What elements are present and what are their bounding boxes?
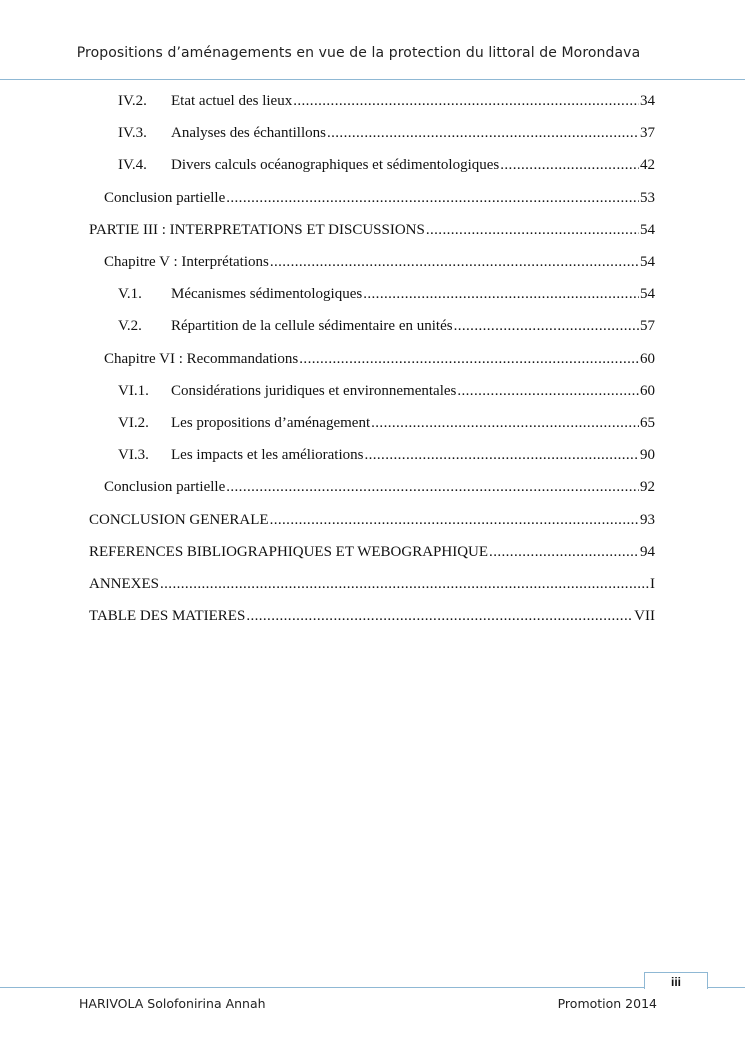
toc-dot-leader (500, 157, 639, 174)
toc-entry-number: V.1. (118, 286, 142, 303)
toc-entry-page: I (650, 576, 655, 592)
toc-entry[interactable] (118, 447, 655, 467)
toc-entry-page: 60 (640, 350, 655, 367)
toc-dot-leader (327, 125, 639, 142)
footer-divider (0, 987, 745, 988)
toc-entry-number: V.2. (118, 318, 142, 335)
toc-entry-title: Divers calculs océanographiques et sédimentologiques (171, 157, 500, 174)
toc-entry-page: 93 (640, 511, 655, 528)
toc-dot-leader (426, 222, 639, 239)
toc-entry[interactable] (104, 479, 655, 499)
toc-entry-page: 65 (640, 415, 655, 431)
toc-entry-page: 90 (640, 447, 655, 464)
toc-entry-title: Etat actuel des lieux (171, 93, 293, 109)
toc-entry-page: 92 (640, 479, 655, 496)
toc-entry[interactable] (104, 254, 655, 274)
footer-author: HARIVOLA Solofonirina Annah (79, 996, 266, 1011)
running-header-title: Propositions d’aménagements en vue de la protection du littoral de Morondava (76, 45, 641, 61)
toc-entry[interactable] (118, 125, 655, 145)
toc-dot-leader (299, 351, 639, 368)
toc-entry-page: 57 (640, 318, 655, 335)
toc-entry-title: Considérations juridiques et environnementales (171, 382, 457, 399)
toc-entry-title: CONCLUSION GENERALE (89, 511, 269, 528)
toc-entry-title: Les propositions d’aménagement (171, 415, 371, 431)
toc-entry[interactable] (118, 415, 655, 435)
toc-entry-title: ANNEXES (89, 576, 159, 592)
footer-promotion: Promotion 2014 (557, 996, 657, 1011)
page-number: iii (644, 972, 708, 989)
toc-entry-number: VI.2. (118, 415, 149, 431)
toc-dot-leader (364, 447, 639, 464)
toc-dot-leader (226, 479, 639, 496)
toc-dot-leader (371, 415, 639, 432)
toc-dot-leader (270, 512, 639, 529)
toc-entry-page: 54 (640, 254, 655, 270)
toc-entry-page: 54 (640, 221, 655, 238)
header-divider (0, 79, 745, 80)
toc-entry-title: Conclusion partielle (104, 479, 226, 496)
toc-dot-leader (363, 286, 639, 303)
toc-entry[interactable] (89, 512, 655, 532)
toc-entry-title: Les impacts et les améliorations (171, 447, 364, 464)
toc-dot-leader (160, 576, 649, 593)
toc-entry-number: VI.3. (118, 447, 149, 464)
toc-entry-page: 53 (640, 189, 655, 206)
toc-entry[interactable] (89, 222, 655, 242)
toc-entry[interactable] (118, 157, 655, 177)
toc-entry-number: IV.2. (118, 93, 147, 109)
toc-entry-title: Mécanismes sédimentologiques (171, 286, 363, 303)
toc-entry-number: VI.1. (118, 382, 149, 399)
toc-entry[interactable] (118, 318, 655, 338)
toc-dot-leader (489, 544, 639, 561)
toc-entry-page: VII (634, 608, 655, 625)
toc-entry-title: Chapitre VI : Recommandations (104, 350, 299, 367)
toc-entry-title: TABLE DES MATIERES (89, 608, 246, 625)
toc-entry-number: IV.3. (118, 125, 147, 142)
toc-dot-leader (226, 190, 639, 207)
toc-entry-page: 42 (640, 157, 655, 174)
toc-entry[interactable] (104, 351, 655, 371)
toc-dot-leader (270, 254, 639, 271)
toc-dot-leader (246, 608, 633, 625)
toc-entry[interactable] (89, 544, 655, 564)
toc-entry-title: PARTIE III : INTERPRETATIONS ET DISCUSSIONS (89, 221, 425, 238)
toc-dot-leader (457, 383, 639, 400)
toc-entry[interactable] (118, 286, 655, 306)
toc-entry-number: IV.4. (118, 157, 147, 174)
toc-entry-page: 34 (640, 93, 655, 109)
toc-entry[interactable] (118, 383, 655, 403)
toc-entry[interactable] (118, 93, 655, 113)
toc-entry[interactable] (89, 608, 655, 628)
toc-entry-title: Conclusion partielle (104, 189, 226, 206)
toc-entry-page: 60 (640, 382, 655, 399)
toc-entry-title: Chapitre V : Interprétations (104, 254, 269, 270)
toc-dot-leader (293, 93, 639, 110)
toc-entry-title: REFERENCES BIBLIOGRAPHIQUES ET WEBOGRAPHIQUE (89, 543, 489, 560)
toc-entry-page: 37 (640, 125, 655, 142)
toc-entry-title: Répartition de la cellule sédimentaire en unités (171, 318, 453, 335)
toc-entry[interactable] (89, 576, 655, 596)
toc-entry-page: 54 (640, 286, 655, 303)
toc-entry-page: 94 (640, 543, 655, 560)
toc-entry-title: Analyses des échantillons (171, 125, 326, 142)
toc-entry[interactable] (104, 190, 655, 210)
toc-dot-leader (454, 318, 639, 335)
